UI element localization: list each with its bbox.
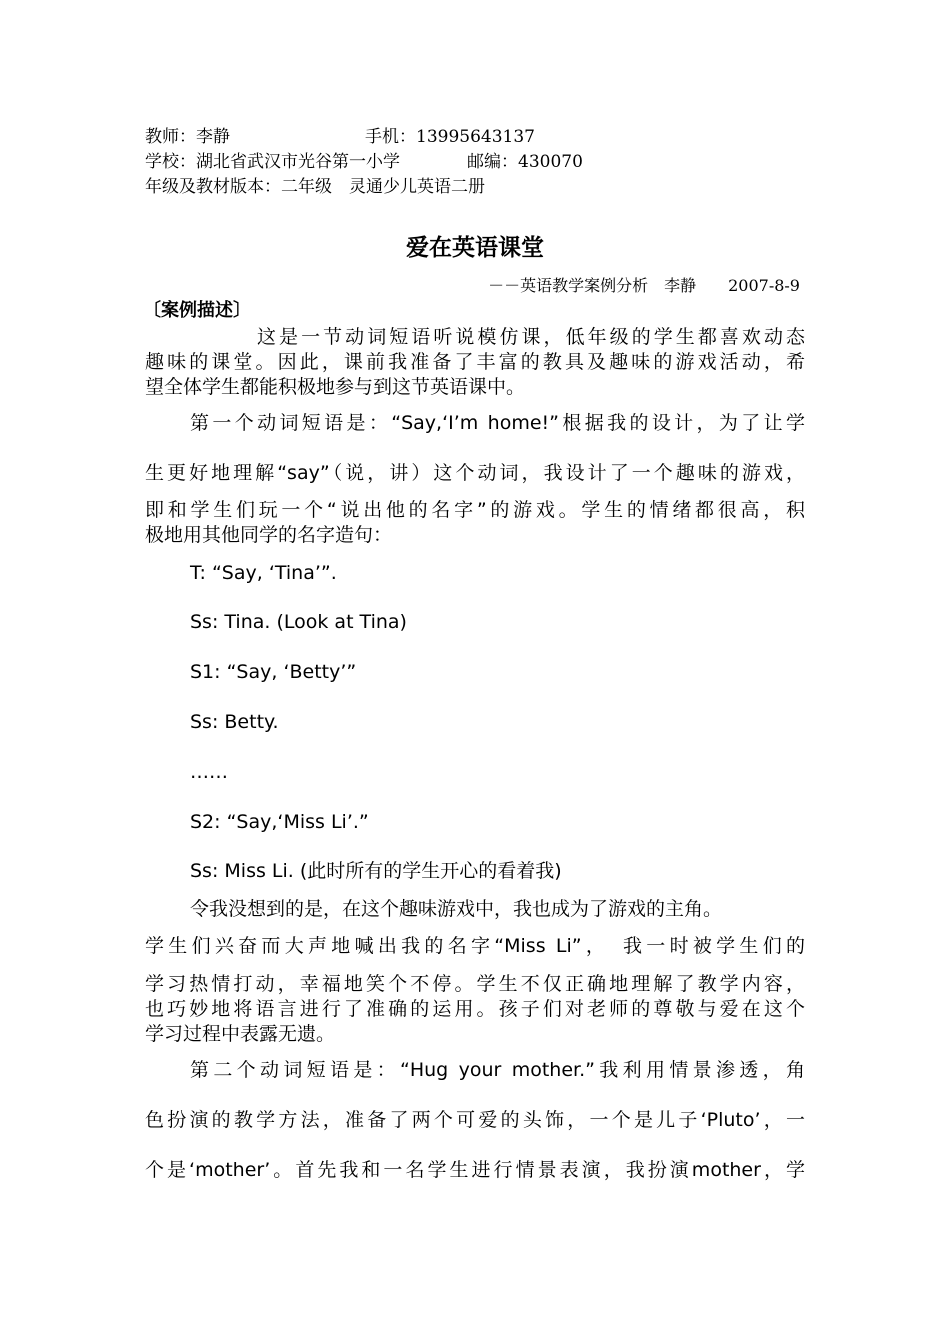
dialogue-line: Ss: Tina. (Look at Tina) [190,611,407,633]
dialogue-line: T: “Say, ‘Tina’”. [190,562,337,584]
body-line: 极地用其他同学的名字造句： [145,524,393,546]
section-heading: 〔案例描述〕 [143,300,251,321]
body-line: 第一个动词短语是：“Say,‘I’m home!”根据我的设计，为了让学 [190,412,805,434]
body-line: 这是一节动词短语听说模仿课，低年级的学生都喜欢动态 [257,326,805,348]
school-name: 学校：湖北省武汉市光谷第一小学 [145,152,400,172]
body-line: 趣味的课堂。因此，课前我准备了丰富的教具及趣味的游戏活动，希 [145,351,805,373]
body-line: 第二个动词短语是：“Hug your mother.”我利用情景渗透，角 [190,1059,805,1081]
body-line: 个是‘mother’。首先我和一名学生进行情景表演，我扮演mother，学 [145,1159,805,1181]
body-line: 即和学生们玩一个“说出他的名字”的游戏。学生的情绪都很高，积 [145,499,805,521]
dialogue-line: S1: “Say, ‘Betty’” [190,661,357,683]
document-title: 爱在英语课堂 [406,235,544,261]
dialogue-line: Ss: Miss Li. (此时所有的学生开心的看着我) [190,860,562,882]
school-postcode: 邮编：430070 [467,152,583,172]
teacher-name: 教师：李静 [145,127,230,147]
dialogue-line: S2: “Say,‘Miss Li’.” [190,811,369,833]
dialogue-line: Ss: Betty. [190,711,279,733]
body-line: 生更好地理解“say”（说，讲）这个动词，我设计了一个趣味的游戏， [145,462,805,484]
teacher-phone: 手机：13995643137 [365,127,535,147]
body-line: 学生们兴奋而大声地喊出我的名字“Miss Li”， 我一时被学生们的 [145,935,805,957]
body-line: 学习热情打动，幸福地笑个不停。学生不仅正确地理解了教学内容， [145,973,805,995]
dialogue-ellipsis: …… [190,761,228,783]
body-line: 令我没想到的是，在这个趣味游戏中，我也成为了游戏的主角。 [190,898,723,920]
body-line: 望全体学生都能积极地参与到这节英语课中。 [145,376,526,398]
school-line [145,152,583,172]
grade-line: 年级及教材版本：二年级 灵通少儿英语二册 [145,177,485,197]
teacher-line [145,127,535,147]
body-line: 学习过程中表露无遗。 [145,1023,336,1045]
body-line: 也巧妙地将语言进行了准确的运用。孩子们对老师的尊敬与爱在这个 [145,998,805,1020]
document-subtitle: －－英语教学案例分析 李静 2007-8-9 [488,276,800,295]
body-line: 色扮演的教学方法，准备了两个可爱的头饰，一个是儿子‘Pluto’，一 [145,1109,805,1131]
